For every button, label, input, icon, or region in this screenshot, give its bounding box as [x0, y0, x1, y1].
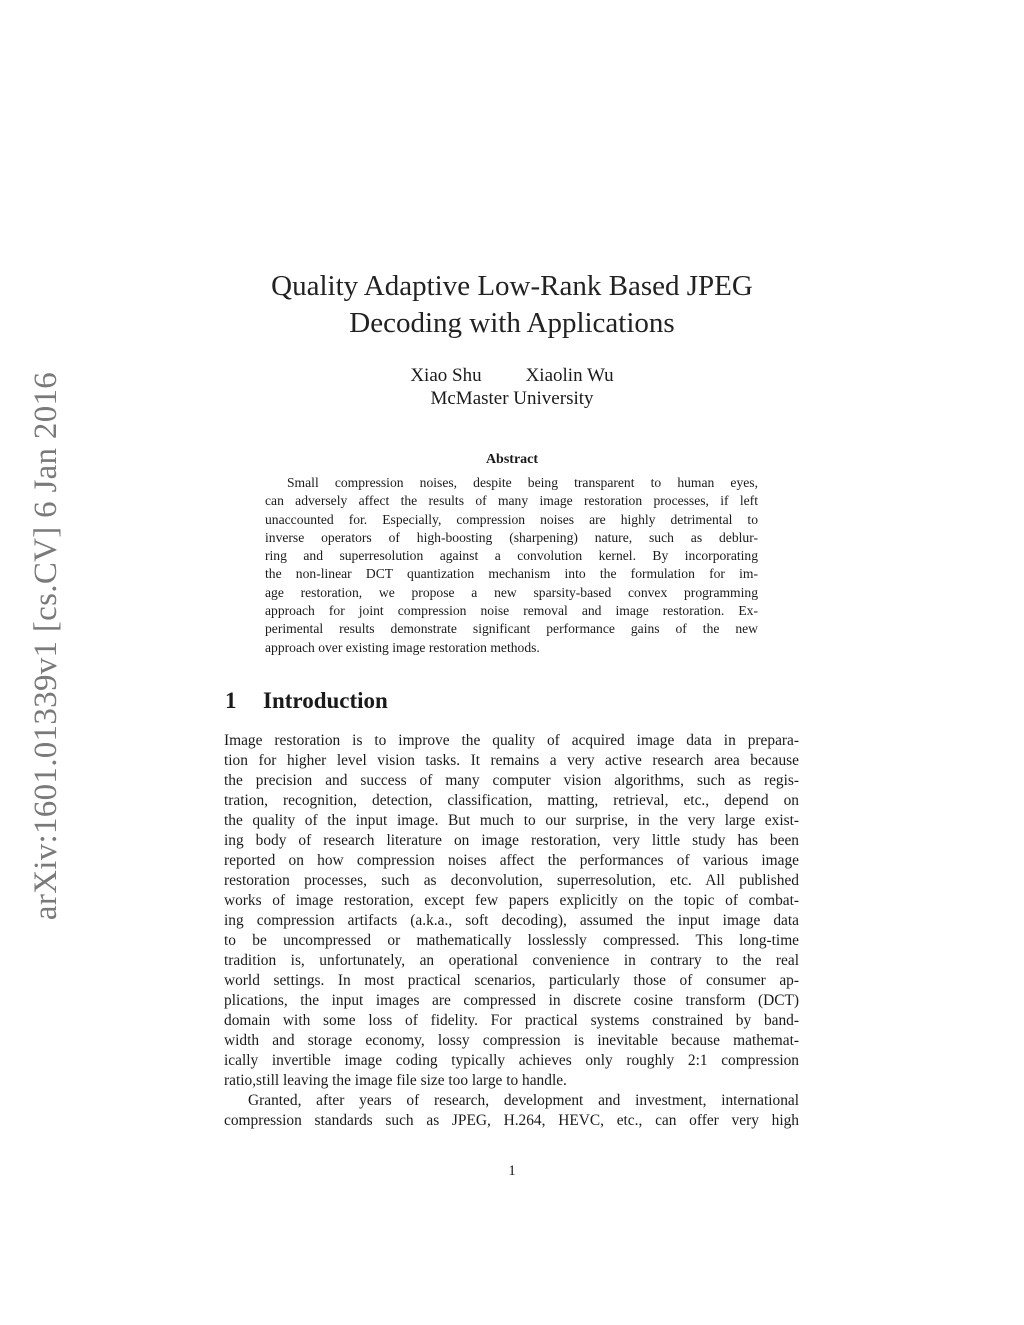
body-line: tration, recognition, detection, classification, matting, retrieval, etc., depend on	[224, 792, 799, 809]
paper-title	[232, 268, 792, 342]
abstract-text	[265, 474, 758, 657]
author-1: Xiao Shu	[410, 365, 482, 386]
body-line: world settings. In most practical scenarios, particularly those of consumer ap-	[224, 972, 799, 989]
body-line: tradition is, unfortunately, an operational convenience in contrary to the real	[224, 952, 799, 969]
abstract-line: inverse operators of high-boosting (sharpening) nature, such as deblur-	[265, 529, 758, 545]
abstract-line: perimental results demonstrate significant performance gains of the new	[265, 621, 758, 637]
section-heading	[225, 686, 625, 716]
page-number: 1	[508, 1163, 516, 1179]
section-number: 1	[225, 688, 237, 713]
abstract-line: approach for joint compression noise removal and image restoration. Ex-	[265, 603, 758, 619]
body-line: width and storage economy, lossy compression is inevitable because mathemat-	[224, 1032, 799, 1049]
body-text	[224, 731, 799, 1131]
section-title: Introduction	[263, 688, 388, 713]
abstract-line: Small compression noises, despite being transparent to human eyes,	[287, 475, 758, 490]
body-line: to be uncompressed or mathematically losslessly compressed. This long-time	[224, 932, 799, 949]
body-line: reported on how compression noises affect the performances of various image	[224, 852, 799, 869]
body-line: compression standards such as JPEG, H.264, HEVC, etc., can offer very high	[224, 1112, 799, 1129]
abstract-line: the non-linear DCT quantization mechanism into the formulation for im-	[265, 566, 758, 582]
author-names	[232, 364, 792, 387]
author-block	[232, 364, 792, 410]
body-line: ically invertible image coding typically achieves only roughly 2:1 compression	[224, 1052, 799, 1069]
body-line: Granted, after years of research, development and investment, international	[248, 1092, 799, 1109]
body-line: ratio,still leaving the image file size too large to handle.	[224, 1072, 567, 1089]
body-line: plications, the input images are compressed in discrete cosine transform (DCT)	[224, 992, 799, 1009]
affiliation: McMaster University	[430, 388, 594, 409]
body-line: domain with some loss of fidelity. For practical systems constrained by band-	[224, 1012, 799, 1029]
title-line-2: Decoding with Applications	[349, 307, 675, 339]
title-line-1: Quality Adaptive Low-Rank Based JPEG	[271, 270, 753, 302]
abstract-heading: Abstract	[485, 452, 539, 467]
body-line: works of image restoration, except few papers explicitly on the topic of combat-	[224, 892, 799, 909]
author-2: Xiaolin Wu	[525, 365, 614, 386]
abstract-line: approach over existing image restoration methods.	[265, 639, 540, 655]
body-line: tion for higher level vision tasks. It remains a very active research area because	[224, 752, 799, 769]
abstract-line: unaccounted for. Especially, compression noises are highly detrimental to	[265, 511, 758, 527]
arxiv-identifier: arXiv:1601.01339v1 [cs.CV] 6 Jan 2016	[28, 371, 64, 921]
abstract-line: can adversely affect the results of many image restoration processes, if left	[265, 493, 758, 509]
body-line: restoration processes, such as deconvolution, superresolution, etc. All published	[224, 872, 799, 889]
body-line: the precision and success of many computer vision algorithms, such as regis-	[224, 772, 799, 789]
body-line: ing body of research literature on image restoration, very little study has been	[224, 832, 799, 849]
body-line: ing compression artifacts (a.k.a., soft decoding), assumed the input image data	[224, 912, 799, 929]
abstract-line: age restoration, we propose a new sparsity-based convex programming	[265, 584, 758, 600]
body-line: Image restoration is to improve the quality of acquired image data in prepara-	[224, 732, 799, 749]
body-line: the quality of the input image. But much to our surprise, in the very large exist-	[224, 812, 799, 829]
abstract-line: ring and superresolution against a convolution kernel. By incorporating	[265, 548, 758, 564]
